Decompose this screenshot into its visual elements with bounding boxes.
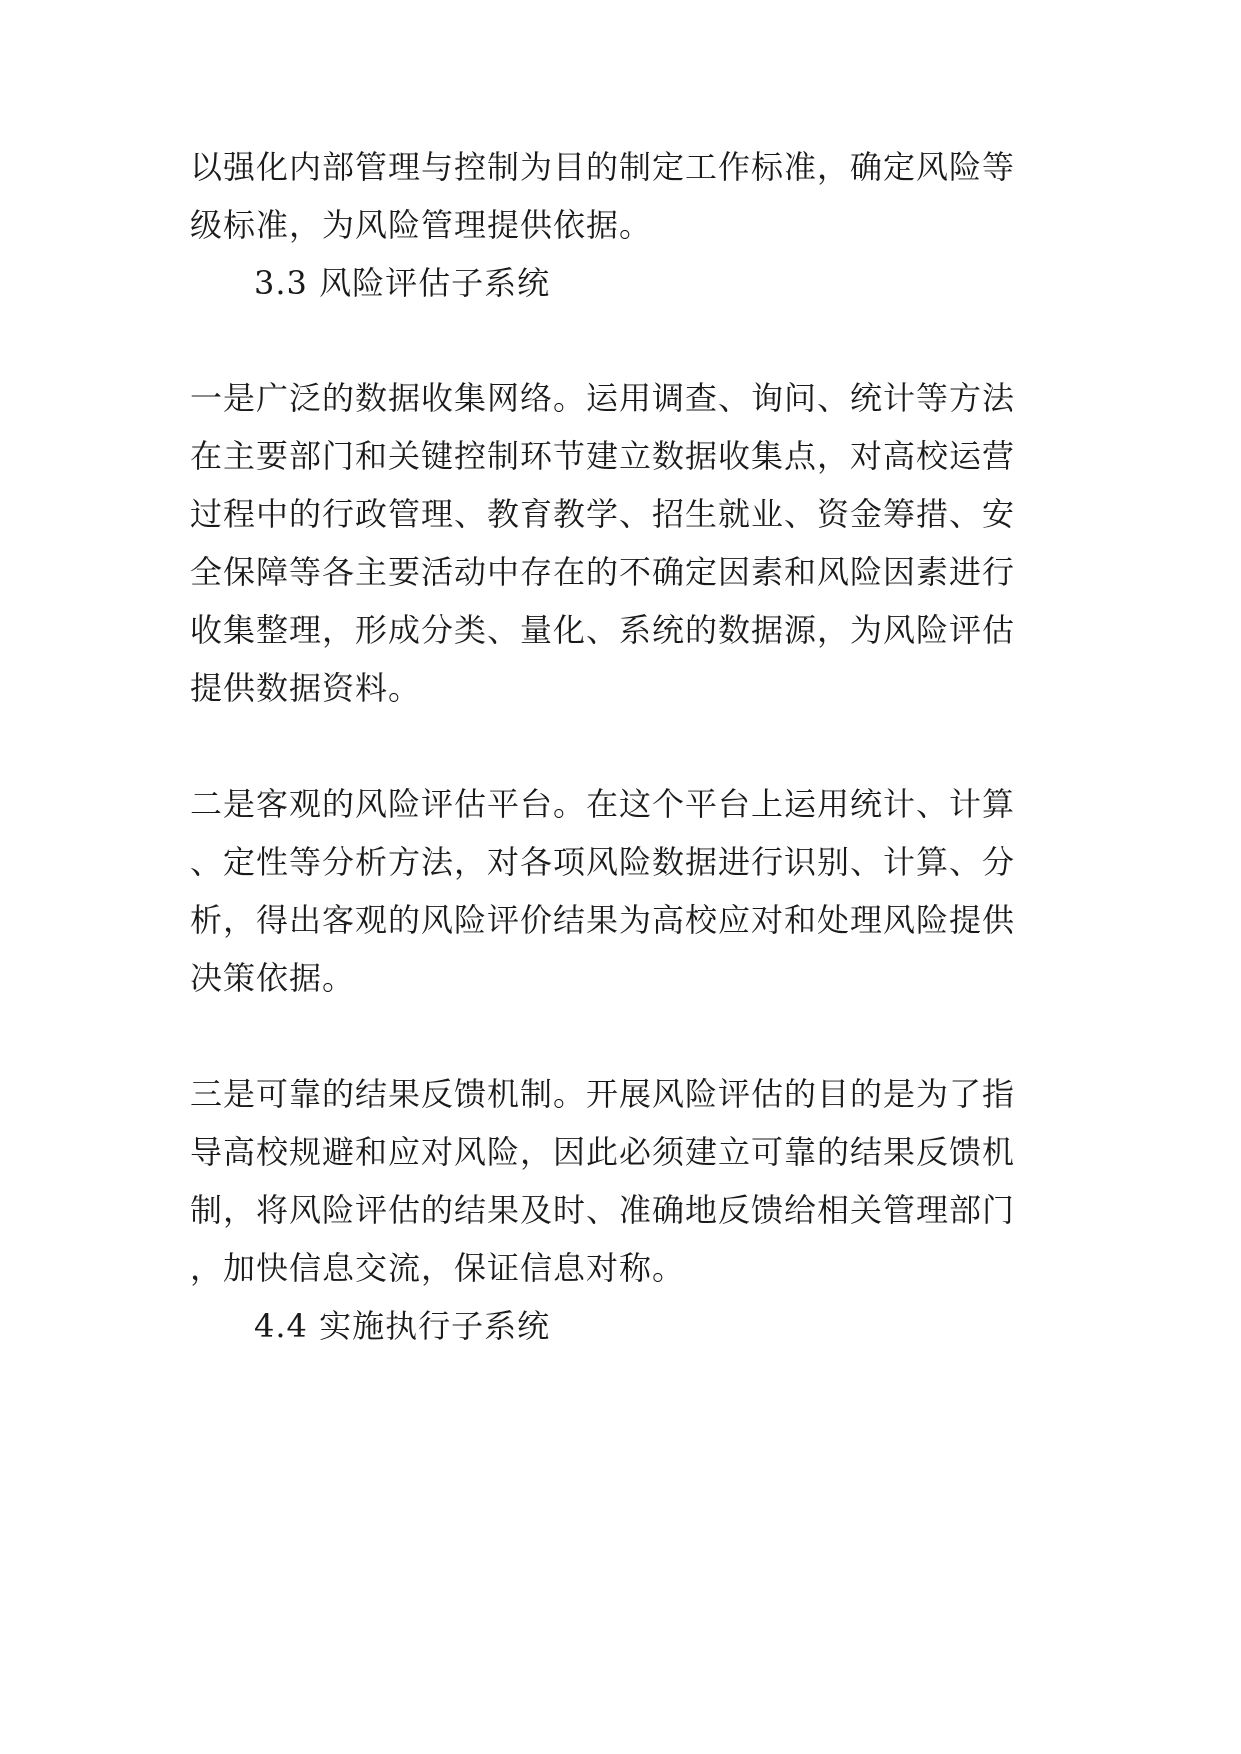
section-heading-3-3: 3.3 风险评估子系统 (254, 264, 551, 302)
paragraph-1-line-6: 提供数据资料。 (190, 669, 422, 707)
paragraph-1-line-1: 一是广泛的数据收集网络。运用调查、询问、统计等方法 (190, 379, 1016, 417)
paragraph-1-line-2: 在主要部门和关键控制环节建立数据收集点，对高校运营 (190, 437, 1016, 475)
intro-line-2: 级标准，为风险管理提供依据。 (190, 206, 653, 244)
paragraph-2-line-3: 析，得出客观的风险评价结果为高校应对和处理风险提供 (190, 901, 1016, 939)
paragraph-2-line-2: 、定性等分析方法，对各项风险数据进行识别、计算、分 (190, 843, 1016, 881)
paragraph-2-line-1: 二是客观的风险评估平台。在这个平台上运用统计、计算 (190, 785, 1016, 823)
paragraph-1-line-5: 收集整理，形成分类、量化、系统的数据源，为风险评估 (190, 611, 1016, 649)
intro-line-1: 以强化内部管理与控制为目的制定工作标准，确定风险等 (190, 148, 1016, 186)
paragraph-3-line-4: ，加快信息交流，保证信息对称。 (190, 1249, 686, 1287)
section-heading-4-4: 4.4 实施执行子系统 (254, 1307, 551, 1345)
paragraph-3-line-2: 导高校规避和应对风险，因此必须建立可靠的结果反馈机 (190, 1133, 1016, 1171)
paragraph-1-line-3: 过程中的行政管理、教育教学、招生就业、资金筹措、安 (190, 495, 1016, 533)
paragraph-3-line-1: 三是可靠的结果反馈机制。开展风险评估的目的是为了指 (190, 1075, 1016, 1113)
paragraph-1-line-4: 全保障等各主要活动中存在的不确定因素和风险因素进行 (190, 553, 1016, 591)
paragraph-3-line-3: 制，将风险评估的结果及时、准确地反馈给相关管理部门 (190, 1191, 1016, 1229)
paragraph-2-line-4: 决策依据。 (190, 959, 356, 997)
